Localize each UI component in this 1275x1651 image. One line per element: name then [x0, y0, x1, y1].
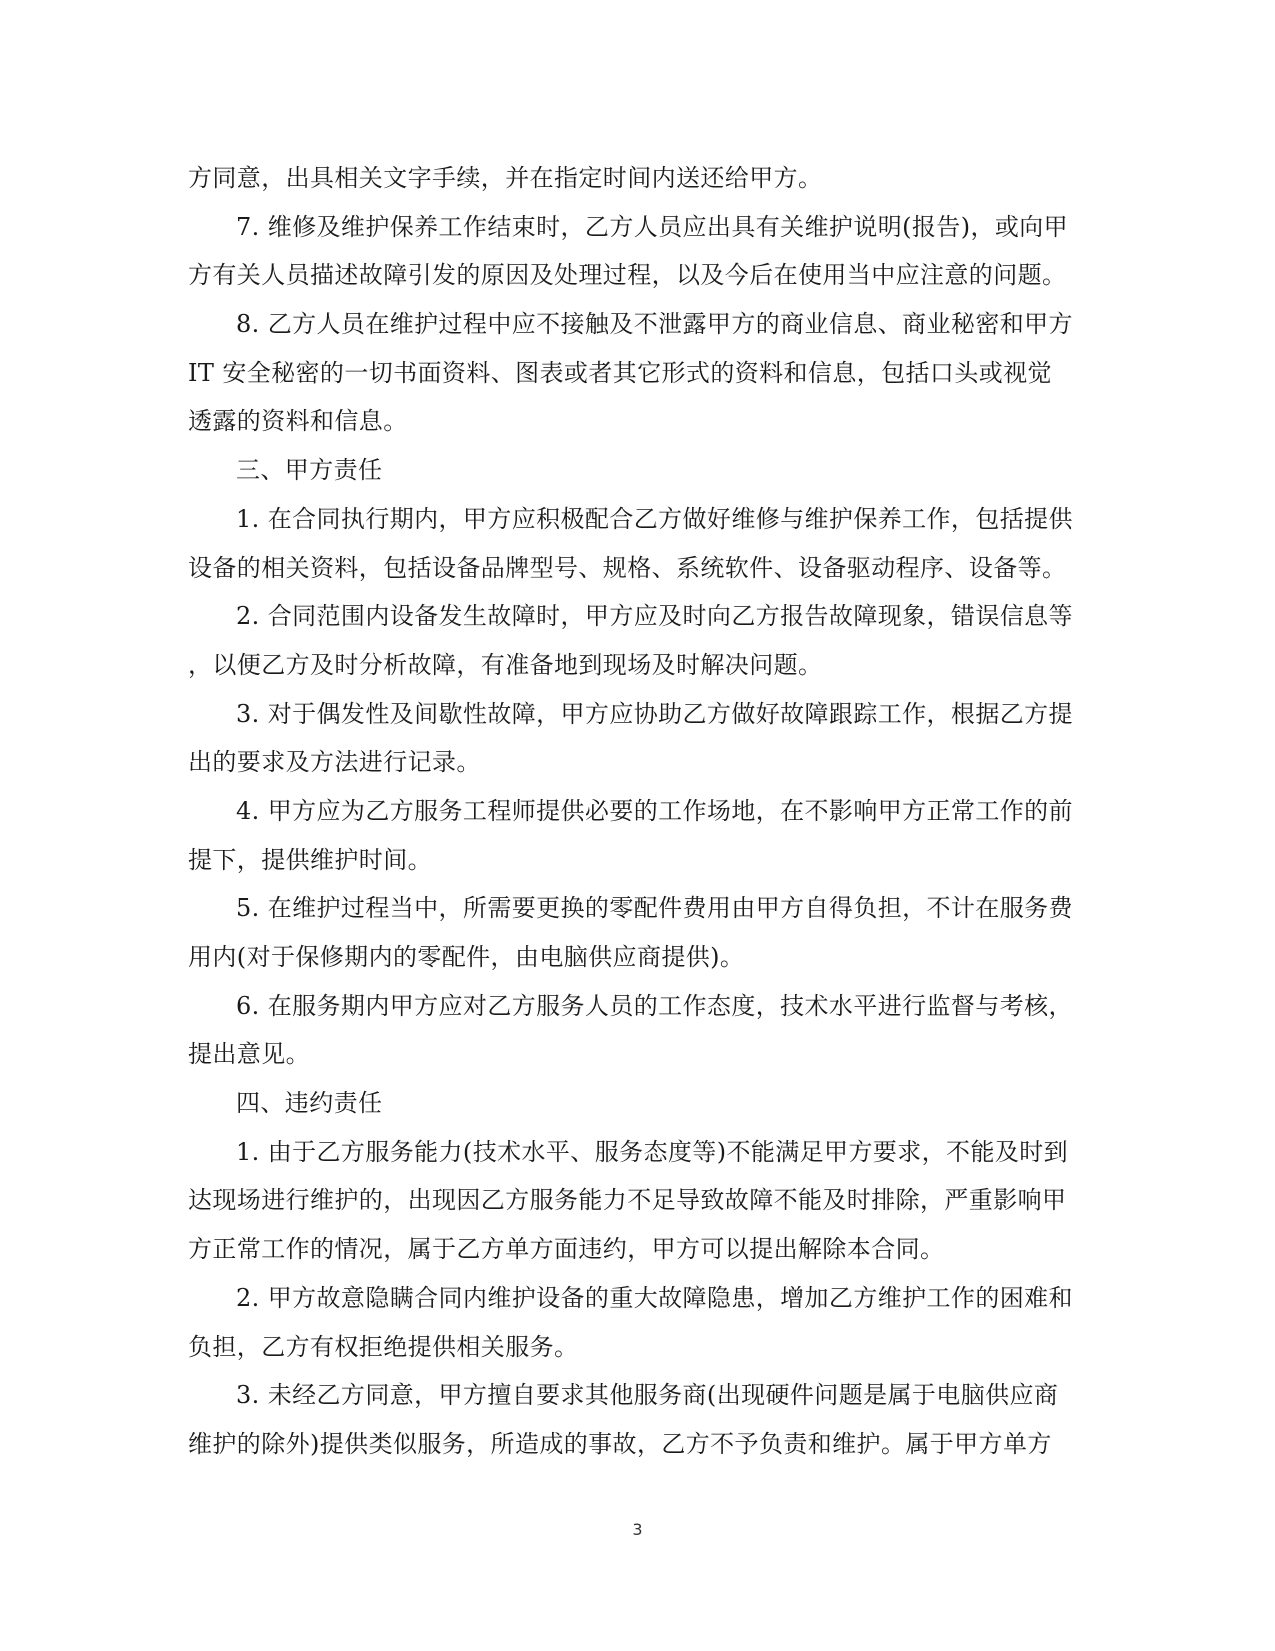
section-heading: 三、甲方责任	[236, 456, 383, 485]
text-line: 负担，乙方有权拒绝提供相关服务。	[188, 1332, 579, 1361]
text-line: 6. 在服务期内甲方应对乙方服务人员的工作态度，技术水平进行监督与考核，	[236, 991, 1073, 1020]
text-line: 2. 合同范围内设备发生故障时，甲方应及时向乙方报告故障现象，错误信息等	[236, 602, 1073, 631]
text-line: 维护的除外)提供类似服务，所造成的事故，乙方不予负责和维护。属于甲方单方	[188, 1429, 1052, 1458]
text-line: 1. 由于乙方服务能力(技术水平、服务态度等)不能满足甲方要求，不能及时到	[236, 1137, 1069, 1166]
text-line: 提下，提供维护时间。	[188, 845, 432, 874]
text-line: 8. 乙方人员在维护过程中应不接触及不泄露甲方的商业信息、商业秘密和甲方	[236, 310, 1073, 339]
body-text	[188, 154, 1093, 1469]
page-number: 3	[632, 1520, 643, 1539]
text-line: 2. 甲方故意隐瞒合同内维护设备的重大故障隐患，增加乙方维护工作的困难和	[236, 1283, 1073, 1312]
text-line: ，以便乙方及时分析故障，有准备地到现场及时解决问题。	[188, 650, 823, 679]
text-line: 3. 对于偶发性及间歇性故障，甲方应协助乙方做好故障跟踪工作，根据乙方提	[236, 699, 1073, 728]
text-line: IT 安全秘密的一切书面资料、图表或者其它形式的资料和信息，包括口头或视觉	[188, 358, 1052, 387]
text-line: 3. 未经乙方同意，甲方擅自要求其他服务商(出现硬件问题是属于电脑供应商	[236, 1381, 1059, 1410]
section-heading: 四、违约责任	[236, 1089, 383, 1118]
text-line: 透露的资料和信息。	[188, 407, 408, 436]
text-line: 1. 在合同执行期内，甲方应积极配合乙方做好维修与维护保养工作，包括提供	[236, 504, 1073, 533]
text-line: 方正常工作的情况，属于乙方单方面违约，甲方可以提出解除本合同。	[188, 1235, 945, 1264]
text-line: 7. 维修及维护保养工作结束时，乙方人员应出具有关维护说明(报告)，或向甲	[236, 212, 1069, 241]
text-line: 出的要求及方法进行记录。	[188, 748, 481, 777]
text-line: 方有关人员描述故障引发的原因及处理过程，以及今后在使用当中应注意的问题。	[188, 261, 1067, 290]
text-line: 提出意见。	[188, 1040, 310, 1069]
text-line: 达现场进行维护的，出现因乙方服务能力不足导致故障不能及时排除，严重影响甲	[188, 1186, 1067, 1215]
text-line: 4. 甲方应为乙方服务工程师提供必要的工作场地，在不影响甲方正常工作的前	[236, 796, 1073, 825]
text-line: 方同意，出具相关文字手续，并在指定时间内送还给甲方。	[188, 164, 823, 192]
text-line: 设备的相关资料，包括设备品牌型号、规格、系统软件、设备驱动程序、设备等。	[188, 553, 1067, 582]
text-line: 用内(对于保修期内的零配件，由电脑供应商提供)。	[188, 943, 745, 971]
text-line: 5. 在维护过程当中，所需要更换的零配件费用由甲方自得负担，不计在服务费	[236, 894, 1073, 923]
